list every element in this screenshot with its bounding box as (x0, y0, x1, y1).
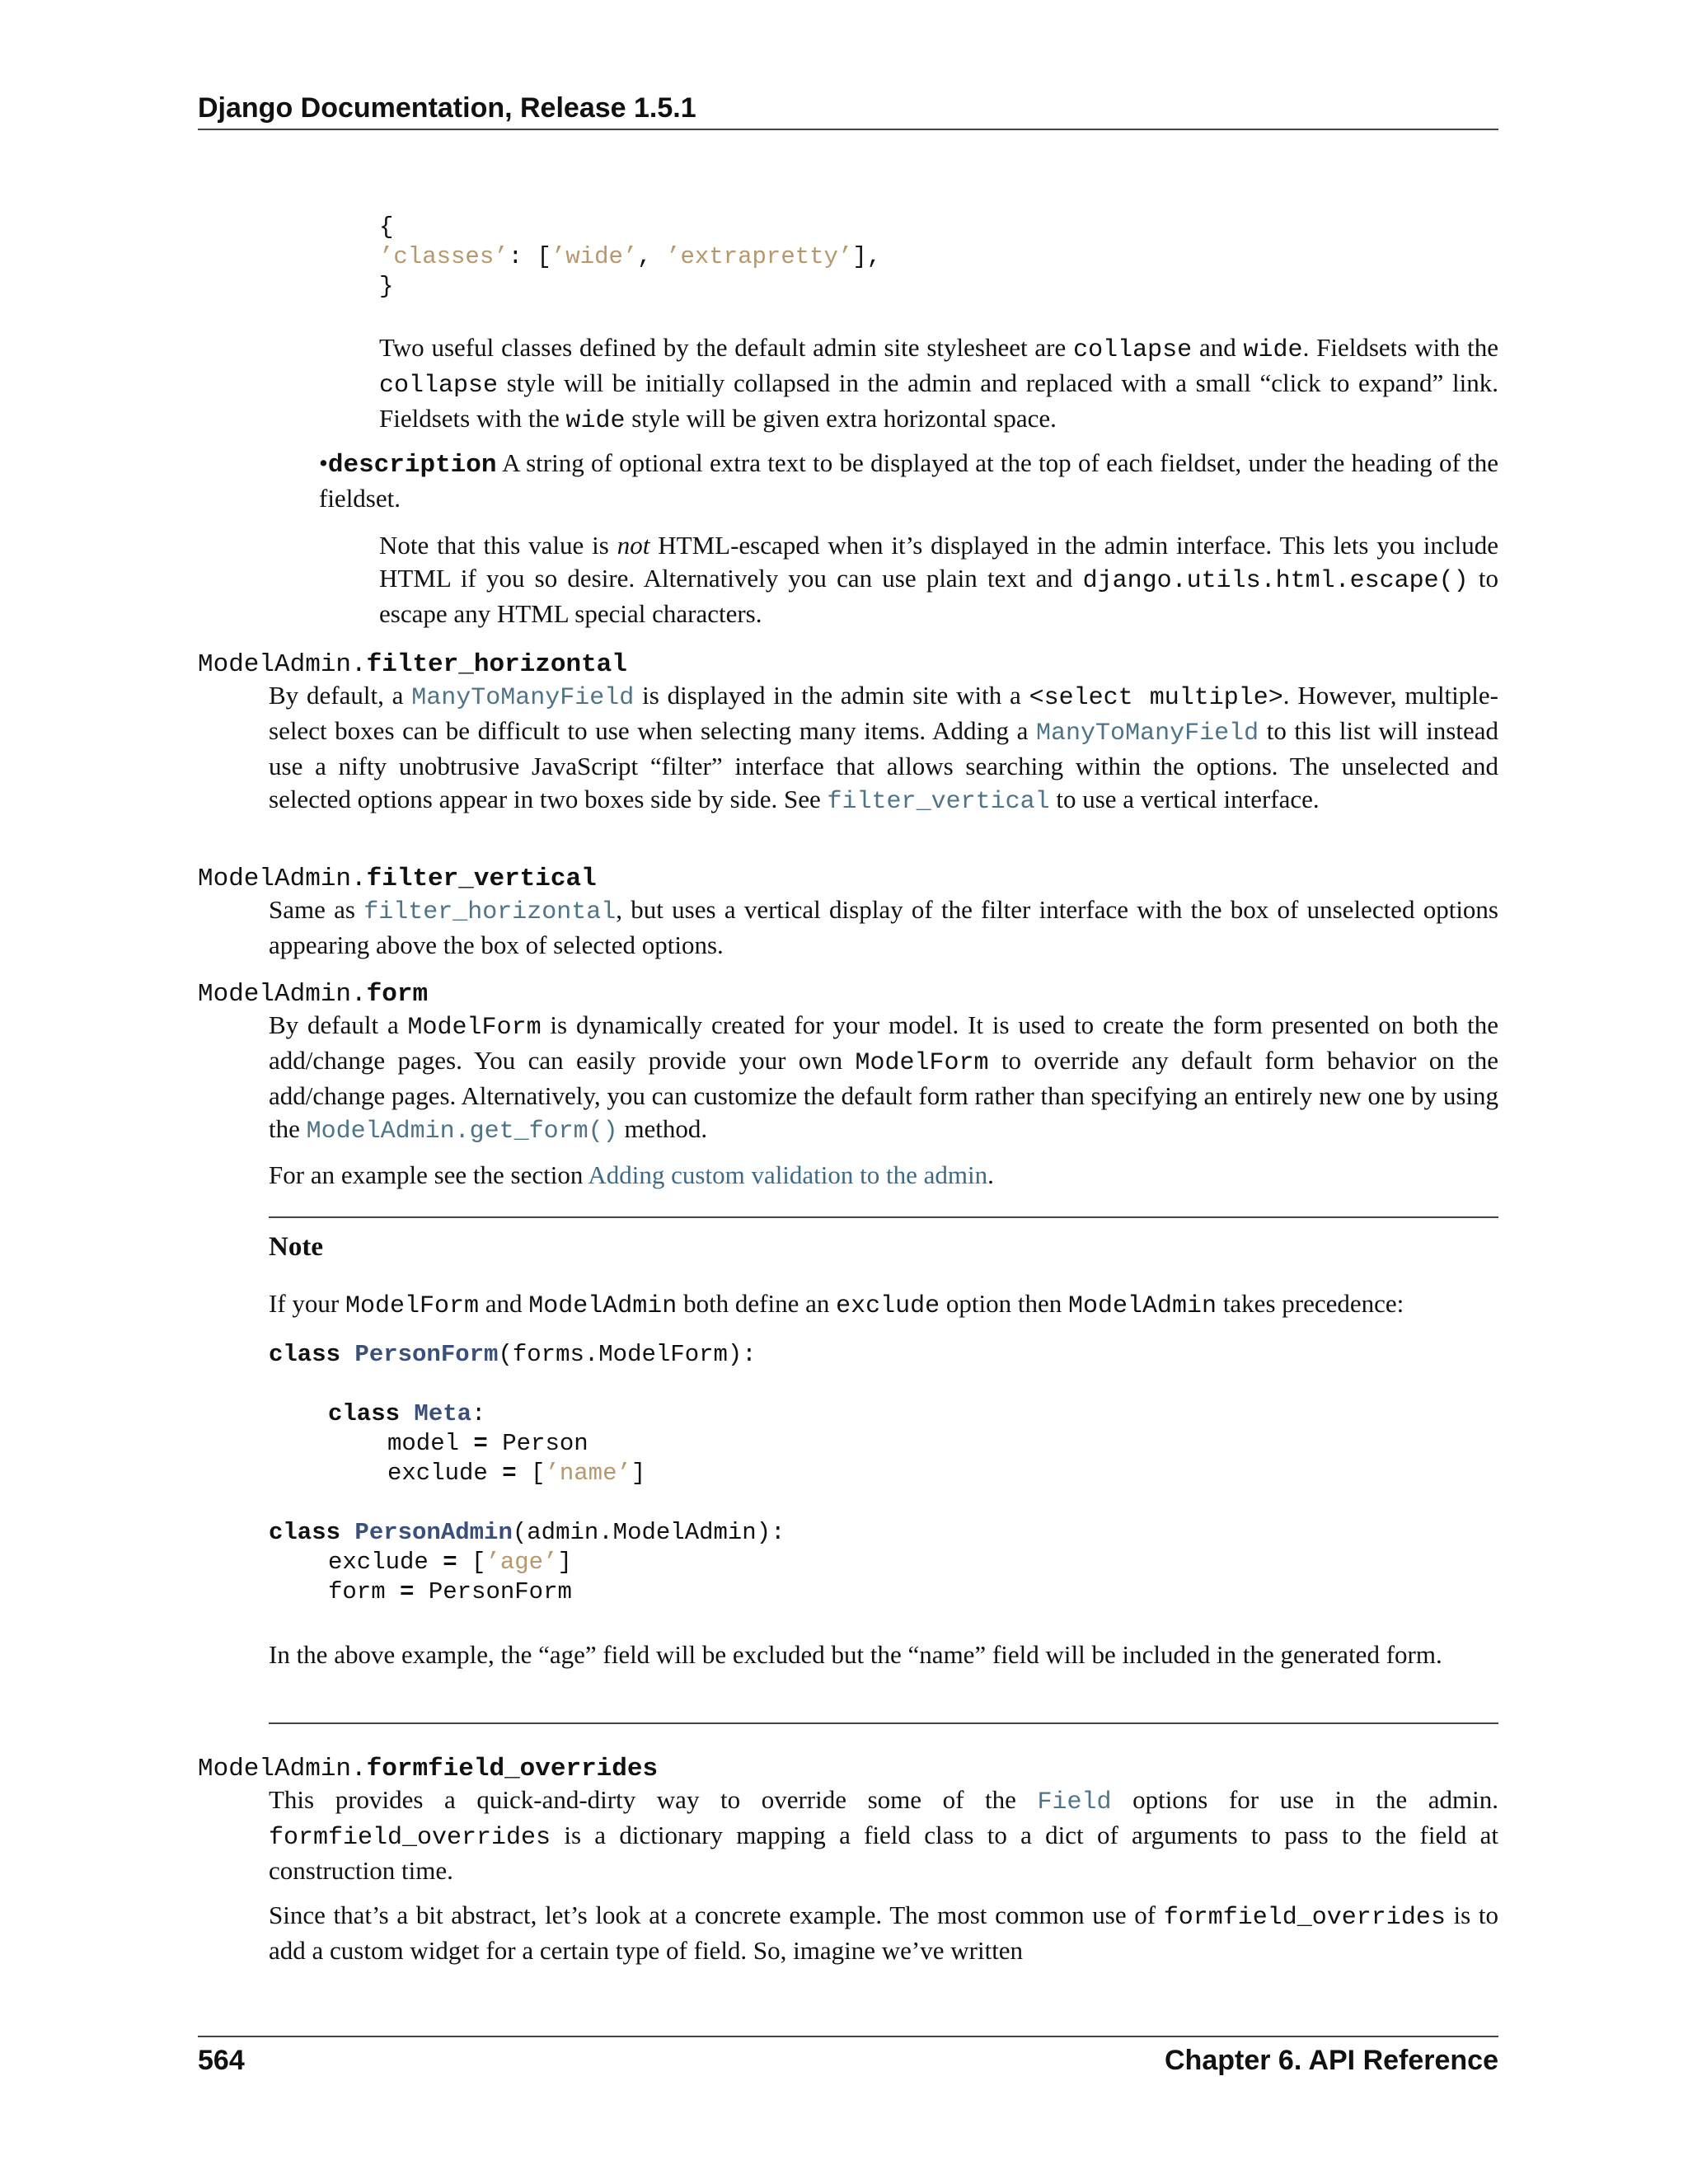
code-line: class PersonAdmin(admin.ModelAdmin): (269, 1519, 785, 1546)
attribute-signature: ModelAdmin.formfield_overrides (198, 1755, 659, 1783)
form-example-paragraph: For an example see the section Adding custom validation to the admin. (269, 1160, 994, 1189)
inline-code: collapse (379, 372, 499, 400)
reference-link[interactable]: filter_horizontal (363, 898, 617, 926)
note-paragraph: If your ModelForm and ModelAdmin both define an exclude option then ModelAdmin takes precedence: (269, 1289, 1404, 1320)
reference-link[interactable]: filter_vertical (827, 788, 1050, 816)
code-line: class PersonForm(forms.ModelForm): (269, 1341, 757, 1368)
note-top-rule (269, 1216, 1498, 1218)
filter-horizontal-description: By default, a ManyToManyField is displayed in the admin site with a <select multiple>. However, multiple-select boxes can be difficult to use when selecting many items. Adding a ManyToManyField to this list will instead use a nifty unobtrusive JavaScript “filter” interface that allows searching within the options. The unselected and selected options appear in two boxes side by side. See filter_vertical to use a vertical interface. (269, 681, 1499, 816)
classes-paragraph: Two useful classes defined by the default admin site stylesheet are collapse and wide. Fieldsets with the collapse style will be initially collapsed in the admin and replaced with a small “click to expand” link. Fieldsets with the wide style will be given extra horizontal space. (379, 333, 1498, 435)
code-line: class Meta: (328, 1400, 486, 1427)
code-line: model = Person (387, 1430, 588, 1457)
inline-code: ModelForm (345, 1292, 480, 1320)
footer-rule (198, 2036, 1498, 2037)
inline-code: <select multiple> (1029, 684, 1283, 712)
code-token: } (379, 273, 394, 300)
code-line: exclude = [’name’] (387, 1460, 646, 1487)
code-token: { (379, 213, 394, 241)
inline-code: collapse (1073, 336, 1193, 364)
code-line: exclude = [’age’] (328, 1549, 572, 1576)
code-token: , (637, 243, 667, 270)
inline-code: ModelForm (855, 1049, 989, 1077)
bullet: • (319, 448, 328, 477)
page-header: Django Documentation, Release 1.5.1 (198, 92, 696, 124)
reference-link[interactable]: Field (1037, 1788, 1112, 1816)
code-line (379, 272, 393, 302)
code-line (379, 213, 393, 242)
code-string: ’classes’ (379, 243, 509, 270)
code-line: form = PersonForm (328, 1578, 572, 1605)
inline-code: django.utils.html.escape() (1082, 567, 1469, 595)
code-string: ’extrapretty’ (666, 243, 853, 270)
inline-code: wide (565, 407, 626, 435)
chapter-title: Chapter 6. API Reference (1165, 2045, 1498, 2076)
formfield-overrides-example: Since that’s a bit abstract, let’s look at a concrete example. The most common use of formfield_overrides is to add a custom widget for a certain type of field. So, imagine we’ve written (269, 1900, 1498, 1965)
escape-note-paragraph: Note that this value is not HTML-escaped when it’s displayed in the admin interface. This lets you include HTML if you so desire. Alternatively you can use plain text and django.utils.html.escape() to escape any HTML special characters. (379, 531, 1498, 628)
page-number: 564 (198, 2045, 245, 2076)
note-title: Note (269, 1232, 323, 1262)
section-link[interactable]: Adding custom validation to the admin (588, 1160, 988, 1189)
inline-code: formfield_overrides (1163, 1904, 1446, 1932)
attribute-signature: ModelAdmin.filter_horizontal (198, 650, 627, 679)
code-string: ’wide’ (551, 243, 638, 270)
inline-code: formfield_overrides (269, 1824, 551, 1852)
code-line (379, 242, 881, 272)
form-description: By default a ModelForm is dynamically created for your model. It is used to create the form presented on both the add/change pages. You can easily provide your own ModelForm to override any default form behavior on the add/change pages. Alternatively, you can customize the default form rather than specifying an entirely new one by using the ModelAdmin.get_form() method. (269, 1010, 1498, 1146)
code-token: : [ (508, 243, 551, 270)
header-rule (198, 129, 1498, 130)
inline-code: wide (1243, 336, 1303, 364)
inline-code: ModelForm (407, 1014, 542, 1042)
inline-code: ModelAdmin (528, 1292, 678, 1320)
description-term: description (327, 451, 497, 480)
filter-vertical-description: Same as filter_horizontal, but uses a vertical display of the filter interface with the box of unselected options appearing above the box of selected options. (269, 895, 1498, 959)
description-item: •description A string of optional extra text to be displayed at the top of each fieldset, under the heading of the fieldset. (319, 448, 1498, 513)
code-token: ], (852, 243, 882, 270)
inline-code: ModelAdmin (1068, 1292, 1217, 1320)
note-after-paragraph: In the above example, the “age” field will be excluded but the “name” field will be included in the generated form. (269, 1640, 1442, 1669)
inline-code: exclude (836, 1292, 940, 1320)
reference-link[interactable]: ManyToManyField (1036, 719, 1259, 748)
note-bottom-rule (269, 1722, 1498, 1724)
reference-link[interactable]: ManyToManyField (411, 684, 635, 712)
reference-link[interactable]: ModelAdmin.get_form() (306, 1118, 618, 1146)
attribute-signature: ModelAdmin.filter_vertical (198, 865, 597, 893)
formfield-overrides-description: This provides a quick-and-dirty way to override some of the Field options for use in the admin. formfield_overrides is a dictionary mapping a field class to a dict of arguments to pass to the field at construction time. (269, 1785, 1498, 1885)
attribute-signature: ModelAdmin.form (198, 980, 429, 1009)
